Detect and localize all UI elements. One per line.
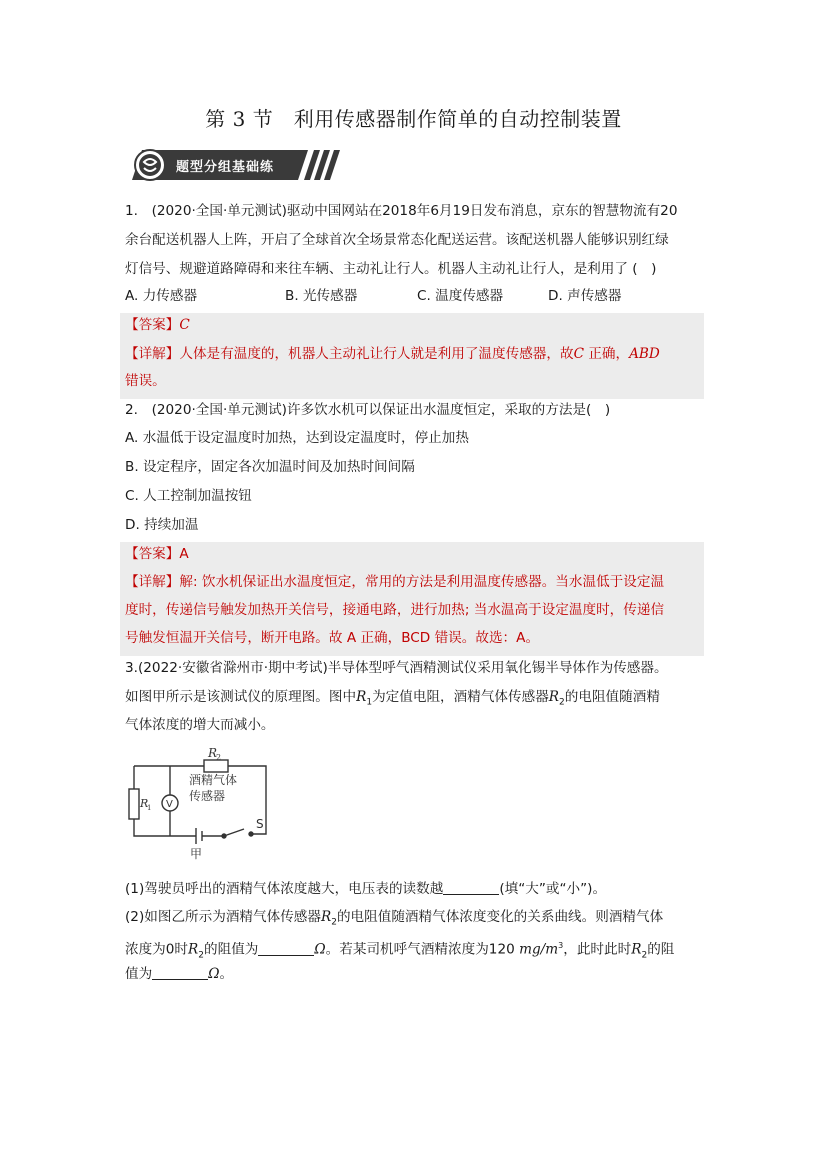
q2-option-b: B. 设定程序，固定各次加温时间及加热时间间隔 <box>125 459 415 475</box>
q3-blank-2 <box>258 941 314 956</box>
q2-stem: 2. (2020·全国·单元测试)许多饮水机可以保证出水温度恒定，采取的方法是( ) <box>125 402 611 418</box>
q1-detail-abd: ABD <box>629 346 660 362</box>
fig-r2-label: R <box>208 746 218 760</box>
q2-answer <box>125 545 189 563</box>
q3-p1b: (填“大”或“小”)。 <box>499 881 607 897</box>
fig-r1-label: R <box>140 797 149 810</box>
q3-p3a: 浓度为0时 <box>125 941 189 958</box>
q3-p3b: 的阻值为 <box>204 941 259 958</box>
q2-detail-line-1 <box>125 573 664 591</box>
q3-p3-rsub: 2 <box>198 950 205 961</box>
q3-blank-3 <box>152 965 208 980</box>
q2-detail-line-3: 号触发恒温开关信号，断开电路。故 A 正确，BCD 错误。故选：A。 <box>125 630 540 646</box>
q3-p2a: (2)如图乙所示为酒精气体传感器 <box>125 909 321 925</box>
q3-r1-sub: 1 <box>366 697 373 708</box>
q3-p3d: ，此时此时 <box>563 941 632 958</box>
q3-p3-conc: mg/m <box>519 941 559 958</box>
q1-answer <box>125 316 190 334</box>
q1-option-d: D. 声传感器 <box>548 288 622 304</box>
fig-switch: S <box>256 817 264 831</box>
q3-part-2-line-2 <box>125 937 674 964</box>
q3-stem-line-2 <box>125 688 660 712</box>
circuit-diagram <box>126 741 276 861</box>
q3-r2: R <box>548 689 560 705</box>
q1-answer-label: 【答案】 <box>125 317 180 333</box>
q1-stem-line-1: 1. (2020·全国·单元测试)驱动中国网站在2018年6月19日发布消息，京东的智慧物流有20 <box>125 203 678 219</box>
q1-option-c: C. 温度传感器 <box>417 288 504 304</box>
q2-option-d: D. 持续加温 <box>125 517 199 533</box>
q3-p3e: 的阻 <box>647 941 675 958</box>
q1-detail-label: 【详解】 <box>125 346 180 362</box>
q1-option-a: A. 力传感器 <box>125 288 198 304</box>
q3-p1a: (1)驾驶员呼出的酒精气体浓度越大，电压表的读数越 <box>125 881 444 897</box>
banner-label: 题型分组基础练 <box>176 160 275 175</box>
q3-part-2 <box>125 908 663 932</box>
q3-p3-exp: 3 <box>558 941 564 950</box>
q2-answer-value: A <box>179 546 189 562</box>
q3-p4b: 。 <box>219 966 234 982</box>
q3-part-2-line-3 <box>125 965 233 983</box>
q3-p4-unit: Ω <box>208 966 220 982</box>
q3-p3-unit: Ω <box>314 941 326 958</box>
q1-detail-mid: 正确， <box>584 346 630 362</box>
q1-detail <box>125 345 660 363</box>
q1-detail-end: 错误。 <box>125 373 166 389</box>
fig-caption: 甲 <box>190 847 203 861</box>
q3-p3-r2sub: 2 <box>641 950 648 961</box>
fig-r2-sub: 2 <box>216 753 222 762</box>
q3-p3c: 。若某司机呼气酒精浓度为120 <box>325 941 520 958</box>
q3-r2-sub: 2 <box>559 697 565 708</box>
q3-part-1 <box>125 880 606 898</box>
q3-line2a: 如图甲所示是该测试仪的原理图。图中 <box>125 689 357 705</box>
q2-detail-line-2: 度时，传递信号触发加热开关信号，接通电路，进行加热; 当水温高于设定温度时，传递信 <box>125 602 665 618</box>
page-title: 第 3 节 利用传感器制作简单的自动控制装置 <box>205 107 622 131</box>
fig-sensor-line2: 传感器 <box>189 789 226 803</box>
q2-detail-text-1: 解: 饮水机保证出水温度恒定，常用的方法是利用温度传感器。当水温低于设定温 <box>179 574 665 590</box>
q3-p2-r: R <box>320 909 332 925</box>
q3-p2b: 的电阻值随酒精气体浓度变化的关系曲线。则酒精气体 <box>336 909 664 925</box>
q3-stem-line-1: 3.(2022·安徽省滁州市·期中考试)半导体型呼气酒精测试仪采用氧化锡半导体作为传感器。 <box>125 660 668 676</box>
q3-line2c: 的电阻值随酒精 <box>564 689 660 705</box>
q1-stem-line-2: 余台配送机器人上阵，开启了全球首次全场景常态化配送运营。该配送机器人能够识别红绿 <box>125 232 669 248</box>
section-banner <box>128 148 344 182</box>
fig-voltmeter: V <box>166 799 173 810</box>
q2-option-c: C. 人工控制加温按钮 <box>125 488 252 504</box>
q3-p4a: 值为 <box>125 966 153 982</box>
q3-blank-1 <box>443 880 499 895</box>
q3-p2-rsub: 2 <box>331 917 337 928</box>
q3-p3-r2: R <box>631 941 642 958</box>
fig-sensor-line1: 酒精气体 <box>189 773 238 787</box>
q3-line2b: 为定值电阻，酒精气体传感器 <box>372 689 549 705</box>
q3-p3-r: R <box>188 941 199 958</box>
q2-detail-label: 【详解】 <box>125 574 180 590</box>
q1-detail-c: C <box>573 346 584 362</box>
q3-stem-line-3: 气体浓度的增大而减小。 <box>125 717 275 733</box>
q1-option-b: B. 光传感器 <box>285 288 358 304</box>
q1-stem-line-3: 灯信号、规避道路障碍和来往车辆、主动礼让行人。机器人主动礼让行人，是利用了 ( ) <box>125 261 657 277</box>
q1-detail-text: 人体是有温度的，机器人主动礼让行人就是利用了温度传感器，故 <box>179 346 574 362</box>
q3-r1: R <box>356 689 367 705</box>
q1-answer-value: C <box>179 317 190 333</box>
q2-option-a: A. 水温低于设定温度时加热，达到设定温度时，停止加热 <box>125 430 469 446</box>
q2-answer-label: 【答案】 <box>125 546 180 562</box>
fig-r1-sub: 1 <box>147 804 152 812</box>
